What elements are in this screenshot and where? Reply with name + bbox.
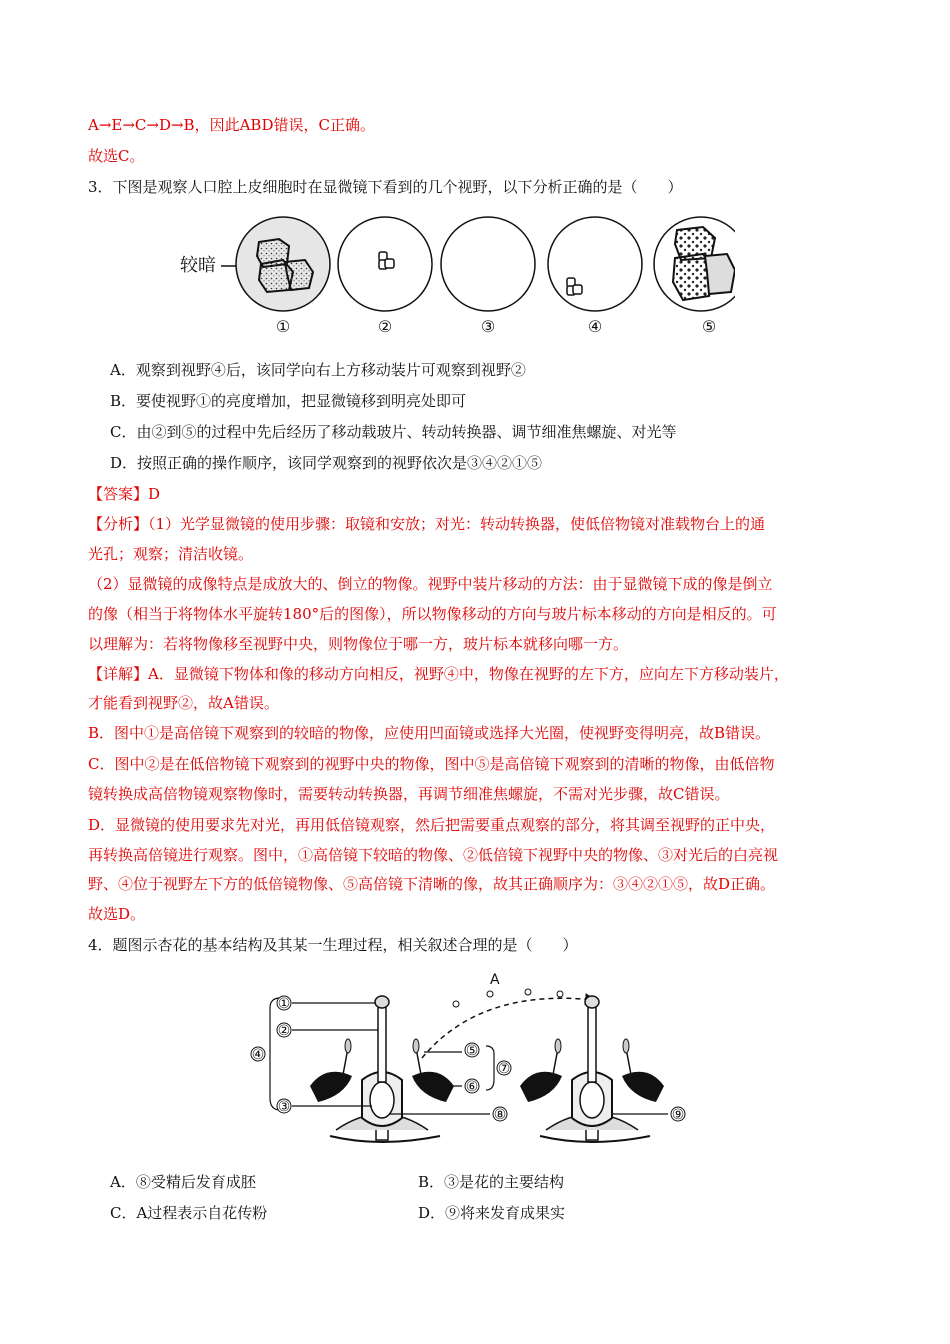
apricot-flower-figure	[240, 968, 700, 1148]
field-number-1: ①	[275, 317, 291, 336]
flower-label-8: ⑧	[493, 1107, 507, 1123]
q3-analysis-line: 以理解为：若将物像移至视野中央，则物像位于哪一方，玻片标本就移向哪一方。	[88, 635, 629, 653]
q3-detail-line: 【详解】A．显微镜下物体和像的移动方向相反，视野④中，物像在视野的左下方，应向左下方移动装片，	[88, 665, 789, 683]
microscope-fields-figure	[175, 212, 735, 340]
flower-label-5: ⑤	[465, 1043, 479, 1059]
q3-analysis-line: （2）显微镜的成像特点是成放大的、倒立的物像。视野中装片移动的方法：由于显微镜下成的像是倒立	[88, 575, 773, 593]
q3-analysis-line: 光孔；观察；清洁收镜。	[88, 545, 254, 563]
field-number-4: ④	[587, 317, 603, 336]
q3-detail-line: 才能看到视野②，故A错误。	[88, 694, 279, 712]
q3-detail-line: C．图中②是在低倍物镜下观察到的视野中央的物像，图中⑤是高倍镜下观察到的清晰的物像，由低倍物	[88, 755, 775, 773]
q3-detail-line: 再转换高倍镜进行观察。图中，①高倍镜下较暗的物像、②低倍镜下视野中央的物像、③对光后的白亮视	[88, 846, 779, 864]
q4-stem: 4．题图示杏花的基本结构及其某一生理过程，相关叙述合理的是（ ）	[88, 936, 578, 954]
left-flower	[310, 996, 454, 1142]
field-number-2: ②	[377, 317, 393, 336]
field-number-5: ⑤	[701, 317, 717, 336]
prev-line: A→E→C→D→B，因此ABD错误，C正确。	[88, 116, 375, 134]
q3-option-b: B．要使视野①的亮度增加，把显微镜移到明亮处即可	[110, 392, 467, 410]
q3-analysis-line: 【分析】（1）光学显微镜的使用步骤：取镜和安放；对光：转动转换器，使低倍物镜对准载物台上的通	[88, 515, 766, 533]
field-2	[338, 217, 432, 311]
flower-label-4: ④	[251, 1047, 265, 1063]
field-1	[236, 217, 330, 311]
field-5	[654, 217, 735, 311]
flower-label-7: ⑦	[497, 1061, 511, 1077]
q3-analysis-line: 的像（相当于将物体水平旋转180°后的图像），所以物像移动的方向与玻片标本移动的方向是相反的。可	[88, 605, 777, 623]
q3-stem: 3．下图是观察人口腔上皮细胞时在显微镜下看到的几个视野，以下分析正确的是（ ）	[88, 178, 683, 196]
field-4	[548, 217, 642, 311]
flower-label-9: ⑨	[671, 1107, 685, 1123]
flower-label-1: ①	[277, 996, 291, 1012]
q3-detail-line: 镜转换成高倍物镜观察物像时，需要转动转换器，再调节细准焦螺旋，不需对光步骤，故C错误。	[88, 785, 730, 803]
q3-detail-line: B．图中①是高倍镜下观察到的较暗的物像，应使用凹面镜或选择大光圈，使视野变得明亮，故B错误。	[88, 724, 771, 742]
flower-label-2: ②	[277, 1023, 291, 1039]
dark-label: 较暗	[180, 255, 216, 276]
q3-detail-line: 故选D。	[88, 905, 146, 923]
flower-label-6: ⑥	[465, 1079, 479, 1095]
right-flower	[520, 996, 664, 1142]
q3-option-c: C．由②到⑤的过程中先后经历了移动载玻片、转动转换器、调节细准焦螺旋、对光等	[110, 423, 677, 441]
field-number-3: ③	[480, 317, 496, 336]
q4-option-d: D．⑨将来发育成果实	[418, 1204, 566, 1222]
flower-label-3: ③	[277, 1099, 291, 1115]
q4-option-b: B．③是花的主要结构	[418, 1173, 565, 1191]
q3-detail-line: D．显微镜的使用要求先对光，再用低倍镜观察，然后把需要重点观察的部分，将其调至视野的正中央，	[88, 816, 776, 834]
field-3	[441, 217, 535, 311]
q3-option-d: D．按照正确的操作顺序，该同学观察到的视野依次是③④②①⑤	[110, 454, 543, 472]
q4-option-a: A．⑧受精后发育成胚	[110, 1173, 256, 1191]
q3-detail-line: 野、④位于视野左下方的低倍镜物像、⑤高倍镜下清晰的像，故其正确顺序为：③④②①⑤，故D正确。	[88, 875, 776, 893]
arrow-label-a: A	[490, 972, 500, 988]
q3-option-a: A．观察到视野④后，该同学向右上方移动装片可观察到视野②	[110, 361, 526, 379]
prev-choice: 故选C。	[88, 147, 145, 165]
q4-option-c: C．A过程表示自花传粉	[110, 1204, 268, 1222]
q3-answer: 【答案】D	[88, 485, 161, 503]
